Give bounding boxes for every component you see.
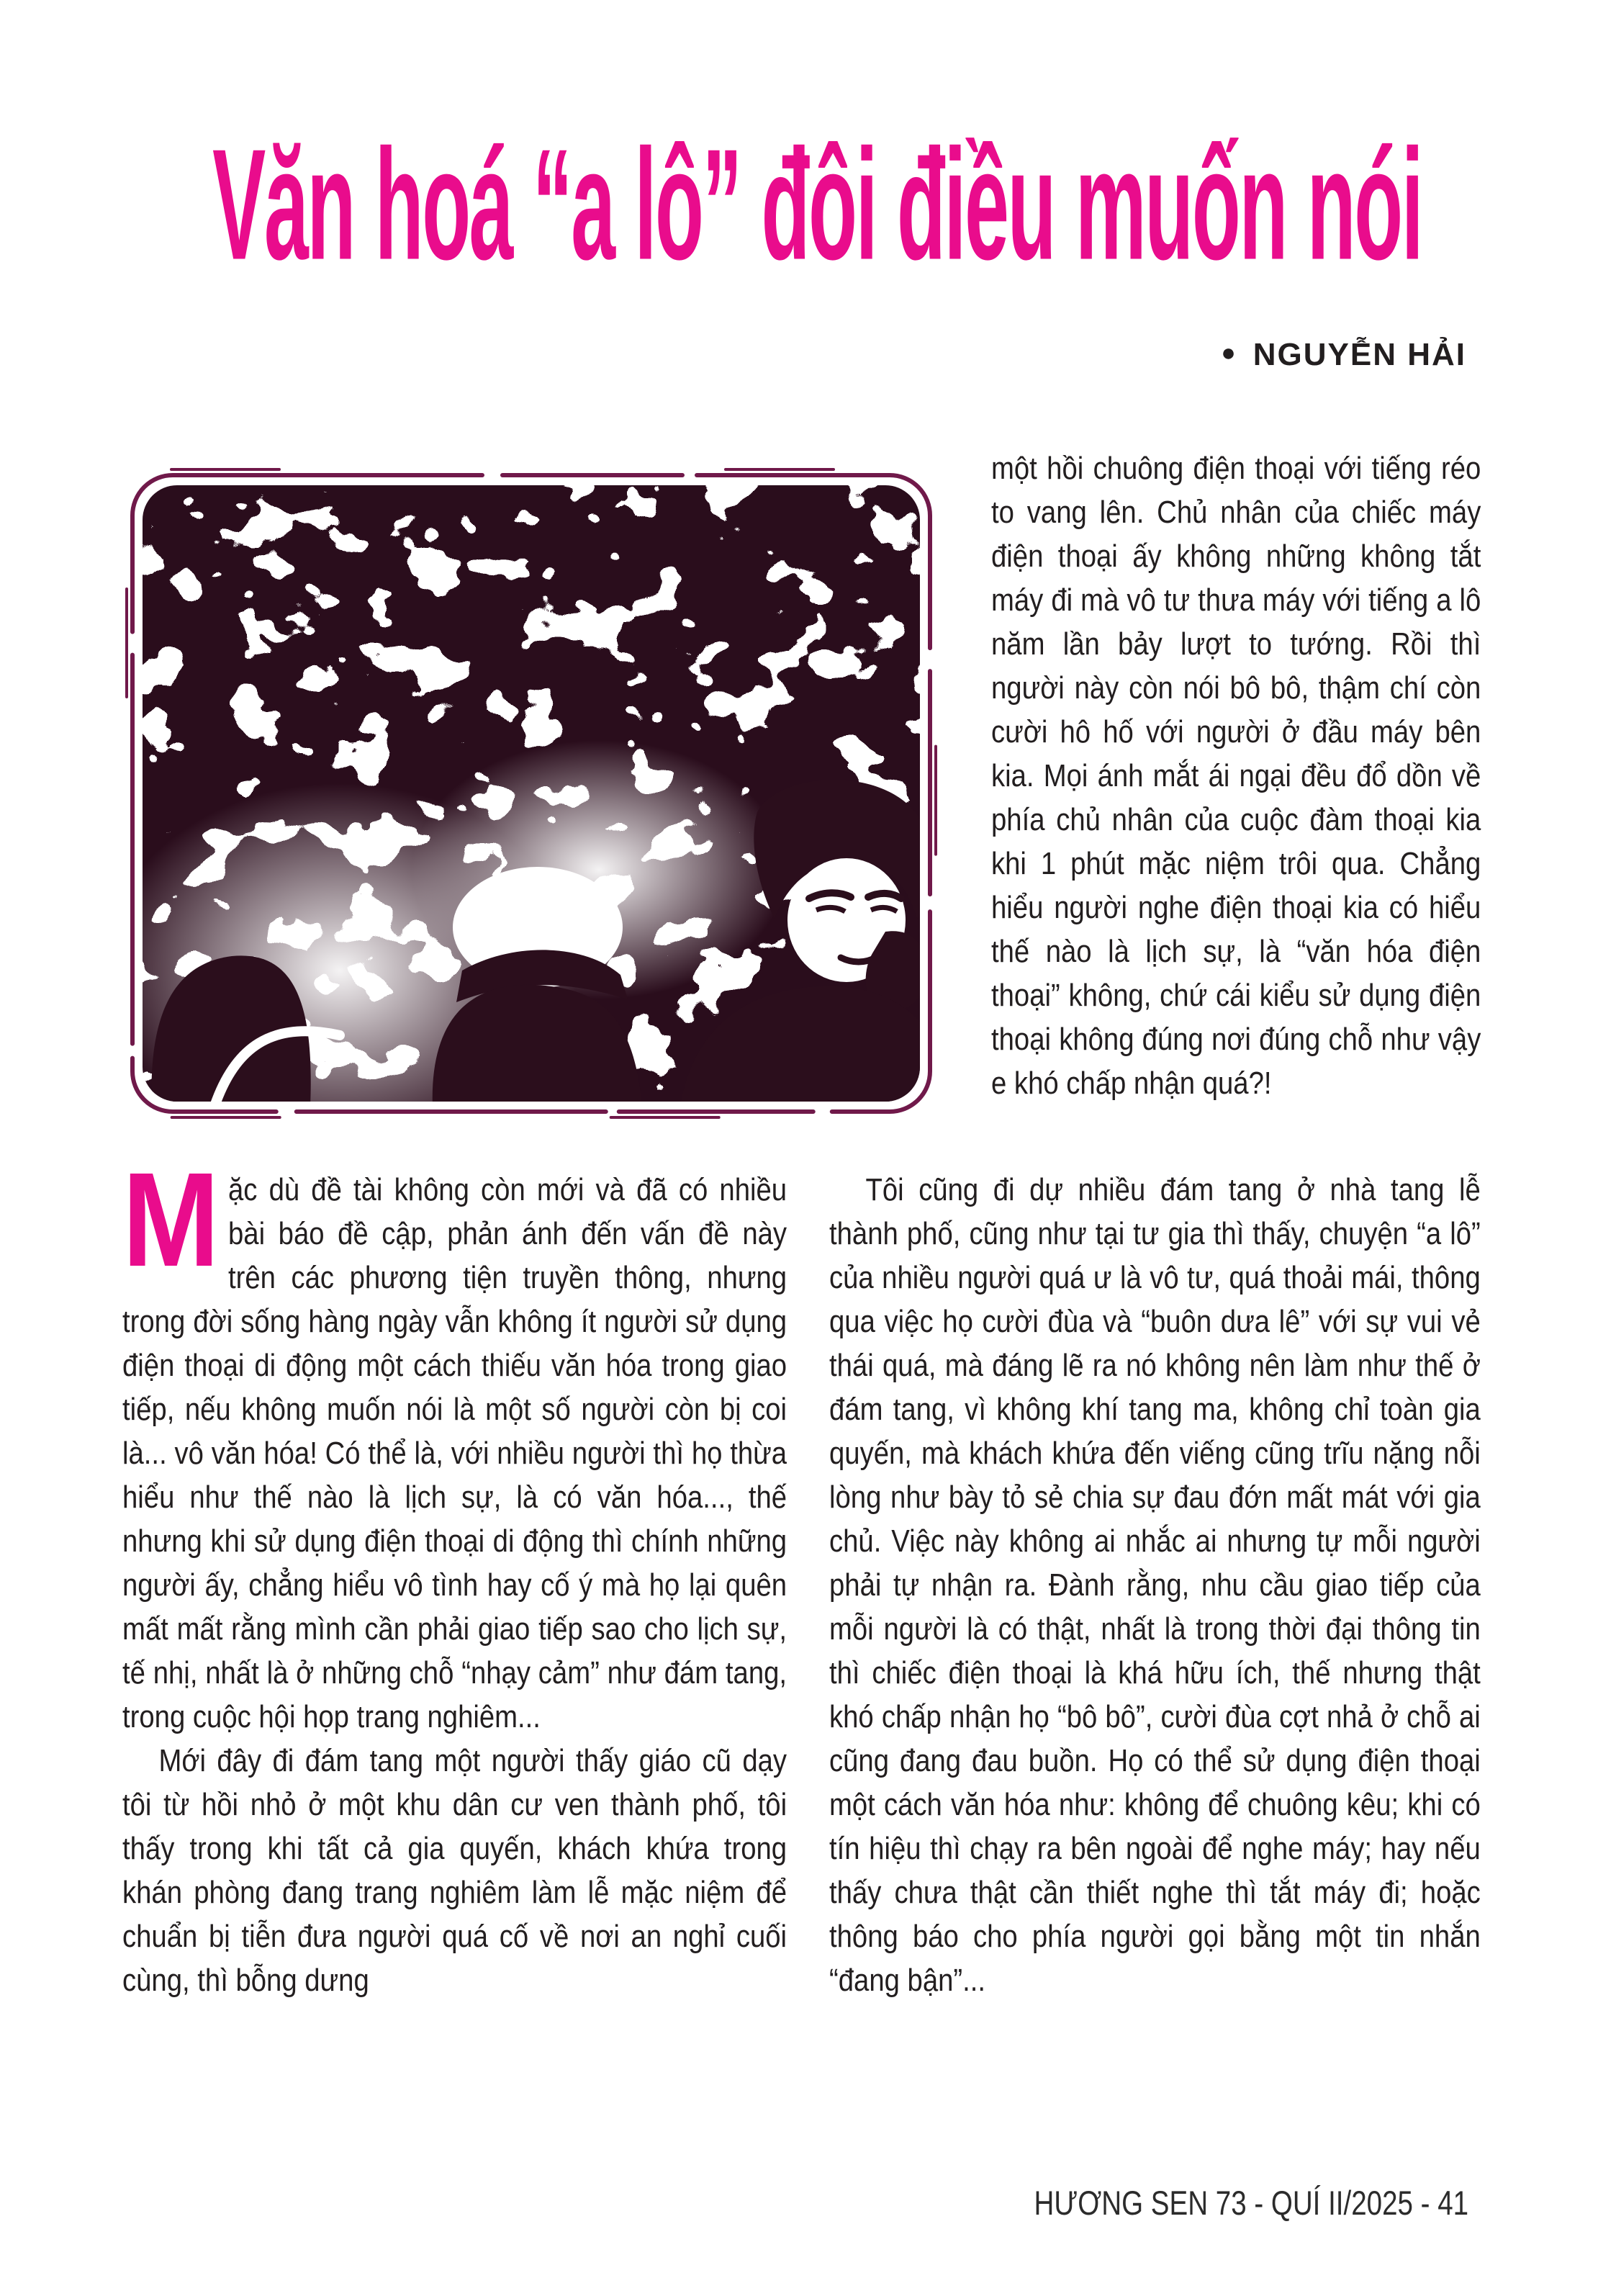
left-column bbox=[122, 1145, 787, 2002]
paragraph-left-2: Mới đây đi đám tang một người thấy giáo cũ dạy tôi từ hồi nhỏ ở một khu dân cư ven thành phố, tôi thấy trong khi tất cả gia quyến, khách khứa trong khán phòng đang trang nghiêm làm lễ mặc niệm để chuẩn bị tiễn đưa người quá cố về nơi an nghỉ cuối cùng, thì bỗng dưng bbox=[122, 1743, 787, 1998]
paragraph-left-1 bbox=[122, 1145, 787, 1739]
crowd-illustration bbox=[124, 467, 939, 1120]
article-photo bbox=[124, 467, 939, 1120]
photo-content bbox=[124, 485, 939, 1120]
right-column-top bbox=[991, 446, 1481, 1105]
footer-text: HƯƠNG SEN 73 - QUÍ II/2025 - 41 bbox=[1034, 2184, 1468, 2222]
page-title: Văn hoá “a lô” đôi điều muốn nói bbox=[212, 115, 1422, 293]
right-column-bottom bbox=[829, 1168, 1481, 2002]
paragraph-left-1-text: ặc dù đề tài không còn mới và đã có nhiều bài báo đề cập, phản ánh đến vấn đề này trên các phương tiện truyền thông, nhưng trong đời sống hàng ngày vẫn không ít người sử dụng điện thoại di động một cách thiếu văn hóa trong giao tiếp, nếu không muốn nói là một số người còn bị coi là... vô văn hóa! Có thể là, với nhiều người thì họ thừa hiểu như thế nào là lịch sự, là có văn hóa..., thế nhưng khi sử dụng điện thoại di động thì chính những người ấy, chẳng hiểu vô tình hay cố ý mà họ lại quên mất mất rằng mình cần phải giao tiếp sao cho lịch sự, tế nhị, nhất là ở những chỗ “nhạy cảm” như đám tang, trong cuộc hội họp trang nghiêm... bbox=[122, 1172, 787, 1734]
paragraph-right-2: Tôi cũng đi dự nhiều đám tang ở nhà tang lễ thành phố, cũng như tại tư gia thì thấy, chuyện “a lô” của nhiều người quá ư là vô tư, quá thoải mái, thông qua việc họ cười đùa và “buôn dưa lê” với sự vui vẻ thái quá, mà đáng lẽ ra nó không nên làm như thế ở đám tang, vì không khí tang ma, không chỉ toàn gia quyến, mà khách khứa đến viếng cũng trĩu nặng nỗi lòng như bày tỏ sẻ chia sự đau đớn mất mát với gia chủ. Việc này không ai nhắc ai nhưng tự mỗi người phải tự nhận ra. Đành rằng, nhu cầu giao tiếp của mỗi người là có thật, nhất là trong thời đại thông tin thì chiếc điện thoại là khá hữu ích, thế nhưng thật khó chấp nhận họ “bô bô”, cười đùa cợt nhả ở chỗ ai cũng đang đau buồn. Họ có thể sử dụng điện thoại một cách văn hóa như: không để chuông kêu; khi có tín hiệu thì chạy ra bên ngoài để nghe máy; hay nếu thấy chưa thật cần thiết nghe thì tắt máy đi; hoặc thông báo cho phía người gọi bằng một tin nhắn “đang bận”... bbox=[829, 1172, 1481, 1998]
drop-cap: M bbox=[122, 1145, 220, 1295]
byline-bullet-icon: ● bbox=[1221, 339, 1237, 366]
paragraph-right-1: một hồi chuông điện thoại với tiếng réo to vang lên. Chủ nhân của chiếc máy điện thoại ấy không những không tắt máy đi mà vô tư thưa máy với tiếng a lô năm lần bảy lượt to tướng. Rồi thì người này còn nói bô bô, thậm chí còn cười hô hố với người ở đầu máy bên kia. Mọi ánh mắt ái ngại đều đổ dồn về phía chủ nhân của cuộc đàm thoại kia khi 1 phút mặc niệm trôi qua. Chẳng hiểu người nghe điện thoại kia có hiểu thế nào là lịch sự, là “văn hóa điện thoại” không, chứ cái kiểu sử dụng điện thoại không đúng nơi đúng chỗ như vậy e khó chấp nhận quá?! bbox=[991, 451, 1481, 1101]
page-title-wrap bbox=[0, 114, 1616, 330]
author-name: NGUYỄN HẢI bbox=[1252, 337, 1466, 372]
byline bbox=[1221, 337, 1466, 373]
